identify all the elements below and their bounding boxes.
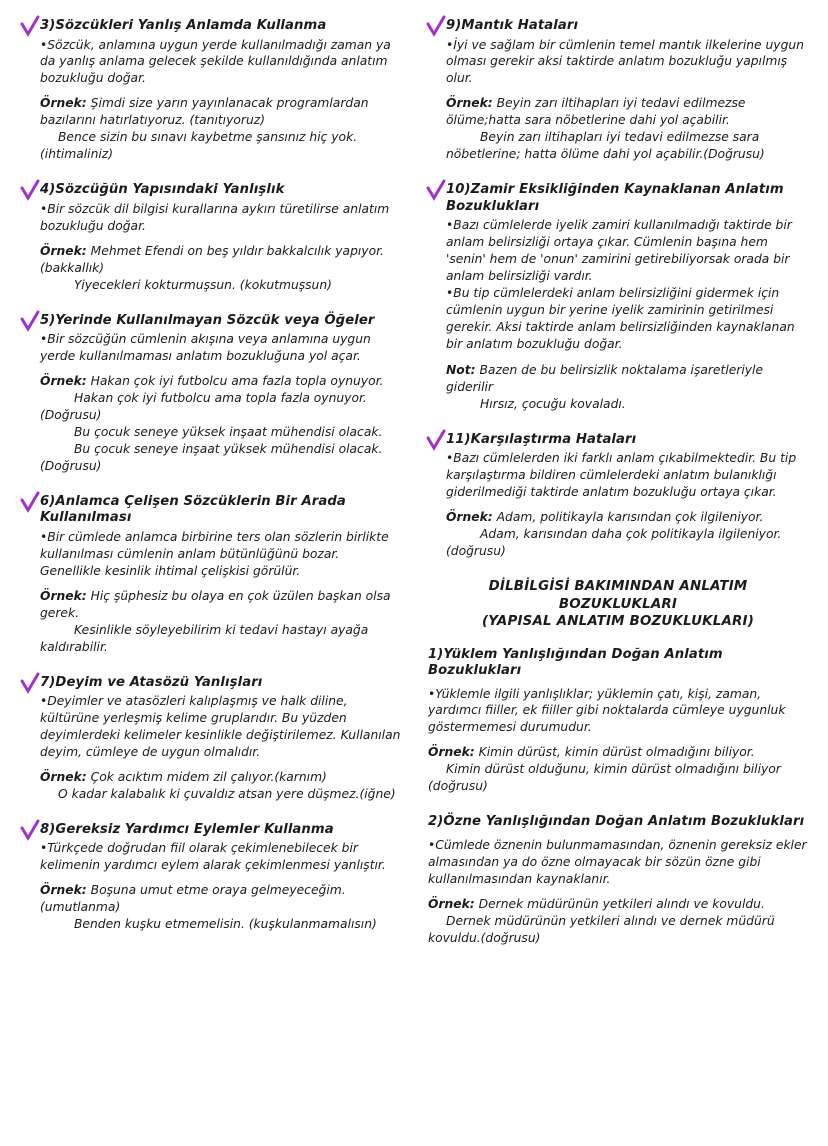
example-label: Örnek: xyxy=(40,770,87,785)
example-line: Hakan çok iyi futbolcu ama topla fazla oynuyor. (Doğrusu) xyxy=(40,391,367,422)
example-line: Hiç şüphesiz bu olaya en çok üzülen başkan olsa gerek. xyxy=(40,588,391,620)
note-block xyxy=(446,362,808,413)
example-line: Yiyecekleri kokturmuşsun. (kokutmuşsun) xyxy=(74,277,332,292)
example-label: Örnek: xyxy=(40,374,87,389)
two-column-layout xyxy=(22,18,806,1136)
example-line: Bu çocuk seneye yüksek inşaat mühendisi olacak. xyxy=(74,424,383,439)
section-body: •Türkçede doğrudan fiil olarak çekimlenebilecek bir kelimenin yardımcı eylem alarak çekimlenmesi yanlıştır. xyxy=(40,841,386,873)
example-line: Adam, karısından daha çok politikayla ilgileniyor.(doğrusu) xyxy=(446,527,782,559)
checkmark-icon xyxy=(20,179,40,201)
section-block-9 xyxy=(428,18,808,163)
example-line: Kimin dürüst olduğunu, kimin dürüst olmadığını biliyor (doğrusu) xyxy=(428,762,781,794)
example-line: Kesinlikle söyleyebilirim ki tedavi hastayı ayağa kaldırabilir. xyxy=(40,622,369,654)
example-block xyxy=(40,769,402,803)
note-text: Bazen de bu belirsizlik noktalama işaretleriyle giderilir xyxy=(446,363,764,394)
section-heading: 7)Deyim ve Atasözü Yanlışları xyxy=(40,674,263,690)
section-block-3 xyxy=(22,18,402,163)
section-block-6 xyxy=(22,494,402,656)
checkmark-icon xyxy=(20,310,40,332)
section-block-5 xyxy=(22,313,402,475)
example-line: Beyin zarı iltihapları iyi tedavi edilmezse ölüme;hatta sara nöbetlerine dahi yol açabilir. xyxy=(446,96,746,128)
example-line: O kadar kalabalık ki çuvaldız atsan yere düşmez.(iğne) xyxy=(58,787,396,801)
section-body: •Cümlede öznenin bulunmamasından, öznenin gereksiz ekler almasından ya do özne olmayacak bir sözün özne gibi kullanılmasından kaynaklanır. xyxy=(428,837,807,886)
checkmark-icon xyxy=(20,672,40,694)
section-heading: 5)Yerinde Kullanılmayan Sözcük veya Öğeler xyxy=(40,312,375,328)
section-body: •İyi ve sağlam bir cümlenin temel mantık ilkelerine uygun olması gerekir aksi taktirde anlatım bozukluğu yapılmış olur. xyxy=(446,37,804,86)
example-label: Örnek: xyxy=(40,96,87,111)
example-block xyxy=(40,243,402,294)
checkmark-icon xyxy=(20,819,40,841)
section-heading: 2)Özne Yanlışlığından Doğan Anlatım Bozuklukları xyxy=(428,814,805,830)
section-title-line-3: (YAPISAL ANLATIM BOZUKLUKLARI) xyxy=(481,614,755,630)
checkmark-icon xyxy=(426,179,446,201)
section-body: •Bir sözcük dil bilgisi kurallarına aykırı türetilirse anlatım bozukluğu doğar. xyxy=(40,201,390,233)
example-line: Bu çocuk seneye inşaat yüksek mühendisi olacak. (Doğrusu) xyxy=(40,441,383,473)
section-body: •Bazı cümlelerden iki farklı anlam çıkabilmektedir. Bu tip karşılaştırma bildiren cümlelerdeki anlatım bulanıklığı giderilmediği taktirde anlatım bozukluğu ortaya çıkar. xyxy=(446,451,797,500)
section-body: •Yüklemle ilgili yanlışlıklar; yüklemin çatı, kişi, zaman, yardımcı fiiller, ek fiiller gibi noktalarda cümleye uygunluk göstermemesi durumudur. xyxy=(428,686,786,735)
section-heading: 9)Mantık Hataları xyxy=(446,18,579,33)
example-block xyxy=(40,95,402,163)
section-heading: 3)Sözcükleri Yanlış Anlamda Kullanma xyxy=(40,18,327,33)
checkmark-icon xyxy=(426,429,446,451)
example-block xyxy=(446,95,808,163)
example-label: Örnek: xyxy=(428,745,475,760)
section-title-line-1: DİLBİLGİSİ BAKIMINDAN ANLATIM xyxy=(488,579,748,595)
checkmark-icon xyxy=(20,491,40,513)
example-line: Boşuna umut etme oraya gelmeyeceğim.(umutlanma) xyxy=(40,883,346,915)
left-column xyxy=(22,18,402,1136)
example-line: Beyin zarı iltihapları iyi tedavi edilmezse sara nöbetlerine; hatta ölüme dahi yol açabilir.(Doğrusu) xyxy=(446,130,765,162)
example-block xyxy=(446,509,808,560)
checkmark-icon xyxy=(426,15,446,37)
section-heading: 11)Karşılaştırma Hataları xyxy=(446,431,637,447)
example-line: Adam, politikayla karısından çok ilgileniyor. xyxy=(496,510,764,525)
example-label: Örnek: xyxy=(446,510,493,525)
example-line: Kimin dürüst, kimin dürüst olmadığını biliyor. xyxy=(478,745,755,760)
example-block xyxy=(40,588,402,656)
section-block-10 xyxy=(428,182,808,413)
example-block xyxy=(428,896,808,947)
note-label: Not: xyxy=(446,363,476,378)
example-block xyxy=(428,744,808,795)
section-heading: 10)Zamir Eksikliğinden Kaynaklanan Anlatım Bozuklukları xyxy=(446,182,784,214)
section-heading: 4)Sözcüğün Yapısındaki Yanlışlık xyxy=(40,182,285,198)
section-block-s2 xyxy=(428,814,808,946)
example-label: Örnek: xyxy=(428,896,475,911)
right-column xyxy=(428,18,808,1136)
example-line: Dernek müdürünün yetkileri alındı ve kovuldu. xyxy=(478,896,765,911)
example-label: Örnek: xyxy=(40,883,87,898)
section-body-2: •Bu tip cümlelerdeki anlam belirsizliğini gidermek için cümlenin uygun bir yerine iyelik zamirinin getirilmesi gerekir. Aksi taktirde anlam belirsizliğinden kaynaklanan bir anlatım bozukluğu doğar. xyxy=(446,286,795,352)
section-heading: 1)Yüklem Yanlışlığından Doğan Anlatım Bozuklukları xyxy=(428,646,723,679)
section-block-11 xyxy=(428,432,808,560)
example-line: Şimdi size yarın yayınlanacak programlardan bazılarını hatırlatıyoruz. (tanıtıyoruz) xyxy=(40,96,369,128)
example-line: Dernek müdürünün yetkileri alındı ve dernek müdürü kovuldu.(doğrusu) xyxy=(428,913,775,945)
example-line: Bence sizin bu sınavı kaybetme şansınız hiç yok. (ihtimaliniz) xyxy=(40,130,358,162)
example-block xyxy=(40,882,402,933)
checkmark-icon xyxy=(20,15,40,37)
example-label: Örnek: xyxy=(446,96,493,111)
section-title xyxy=(428,578,808,630)
section-body: •Sözcük, anlamına uygun yerde kullanılmadığı zaman ya da yanlış anlama gelecek şekilde kullanıldığında anlatım bozukluğu doğar. xyxy=(40,37,391,86)
section-block-7 xyxy=(22,675,402,803)
section-block-8 xyxy=(22,822,402,933)
example-line: Mehmet Efendi on beş yıldır bakkalcılık yapıyor. (bakkallık) xyxy=(40,243,384,275)
example-line: Çok acıktım midem zil çalıyor.(karnım) xyxy=(90,770,327,785)
section-block-4 xyxy=(22,182,402,293)
section-block-s1 xyxy=(428,647,808,796)
example-block xyxy=(40,373,402,475)
section-body: •Bir cümlede anlamca birbirine ters olan sözlerin birlikte kullanılması cümlenin anlam bütünlüğünü bozar. Genellikle kesinlik ihtimal çelişkisi görülür. xyxy=(40,529,389,578)
section-heading: 6)Anlamca Çelişen Sözcüklerin Bir Arada Kullanılması xyxy=(40,493,346,526)
example-line: Hakan çok iyi futbolcu ama fazla topla oynuyor. xyxy=(90,374,384,389)
section-title-line-2: BOZUKLUKLARI xyxy=(558,596,678,612)
section-body: •Bir sözcüğün cümlenin akışına veya anlamına uygun yerde kullanılmaması anlatım bozukluğuna yol açar. xyxy=(40,332,371,364)
example-label: Örnek: xyxy=(40,588,87,603)
example-line: Benden kuşku etmemelisin. (kuşkulanmamalısın) xyxy=(74,917,377,932)
section-body: •Bazı cümlelerde iyelik zamiri kullanılmadığı taktirde bir anlam belirsizliği ortaya çıkar. Cümlenin başına hem 'senin' hem de 'onun' zamirini getirebiliyorsak orada bir anlam belirsizliği vardır. xyxy=(446,218,792,284)
section-body: •Deyimler ve atasözleri kalıplaşmış ve halk diline, kültürüne yerleşmiş kelime gruplarıdır. Bu yüzden deyimlerdeki kelimeler kesinlikle değiştirilemez. Kullanılan deyim, cümleye de uygun olmalıdır. xyxy=(40,694,401,760)
example-label: Örnek: xyxy=(40,243,87,258)
note-example: Hırsız, çocuğu kovaladı. xyxy=(480,396,626,411)
section-heading: 8)Gereksiz Yardımcı Eylemler Kullanma xyxy=(40,821,334,837)
